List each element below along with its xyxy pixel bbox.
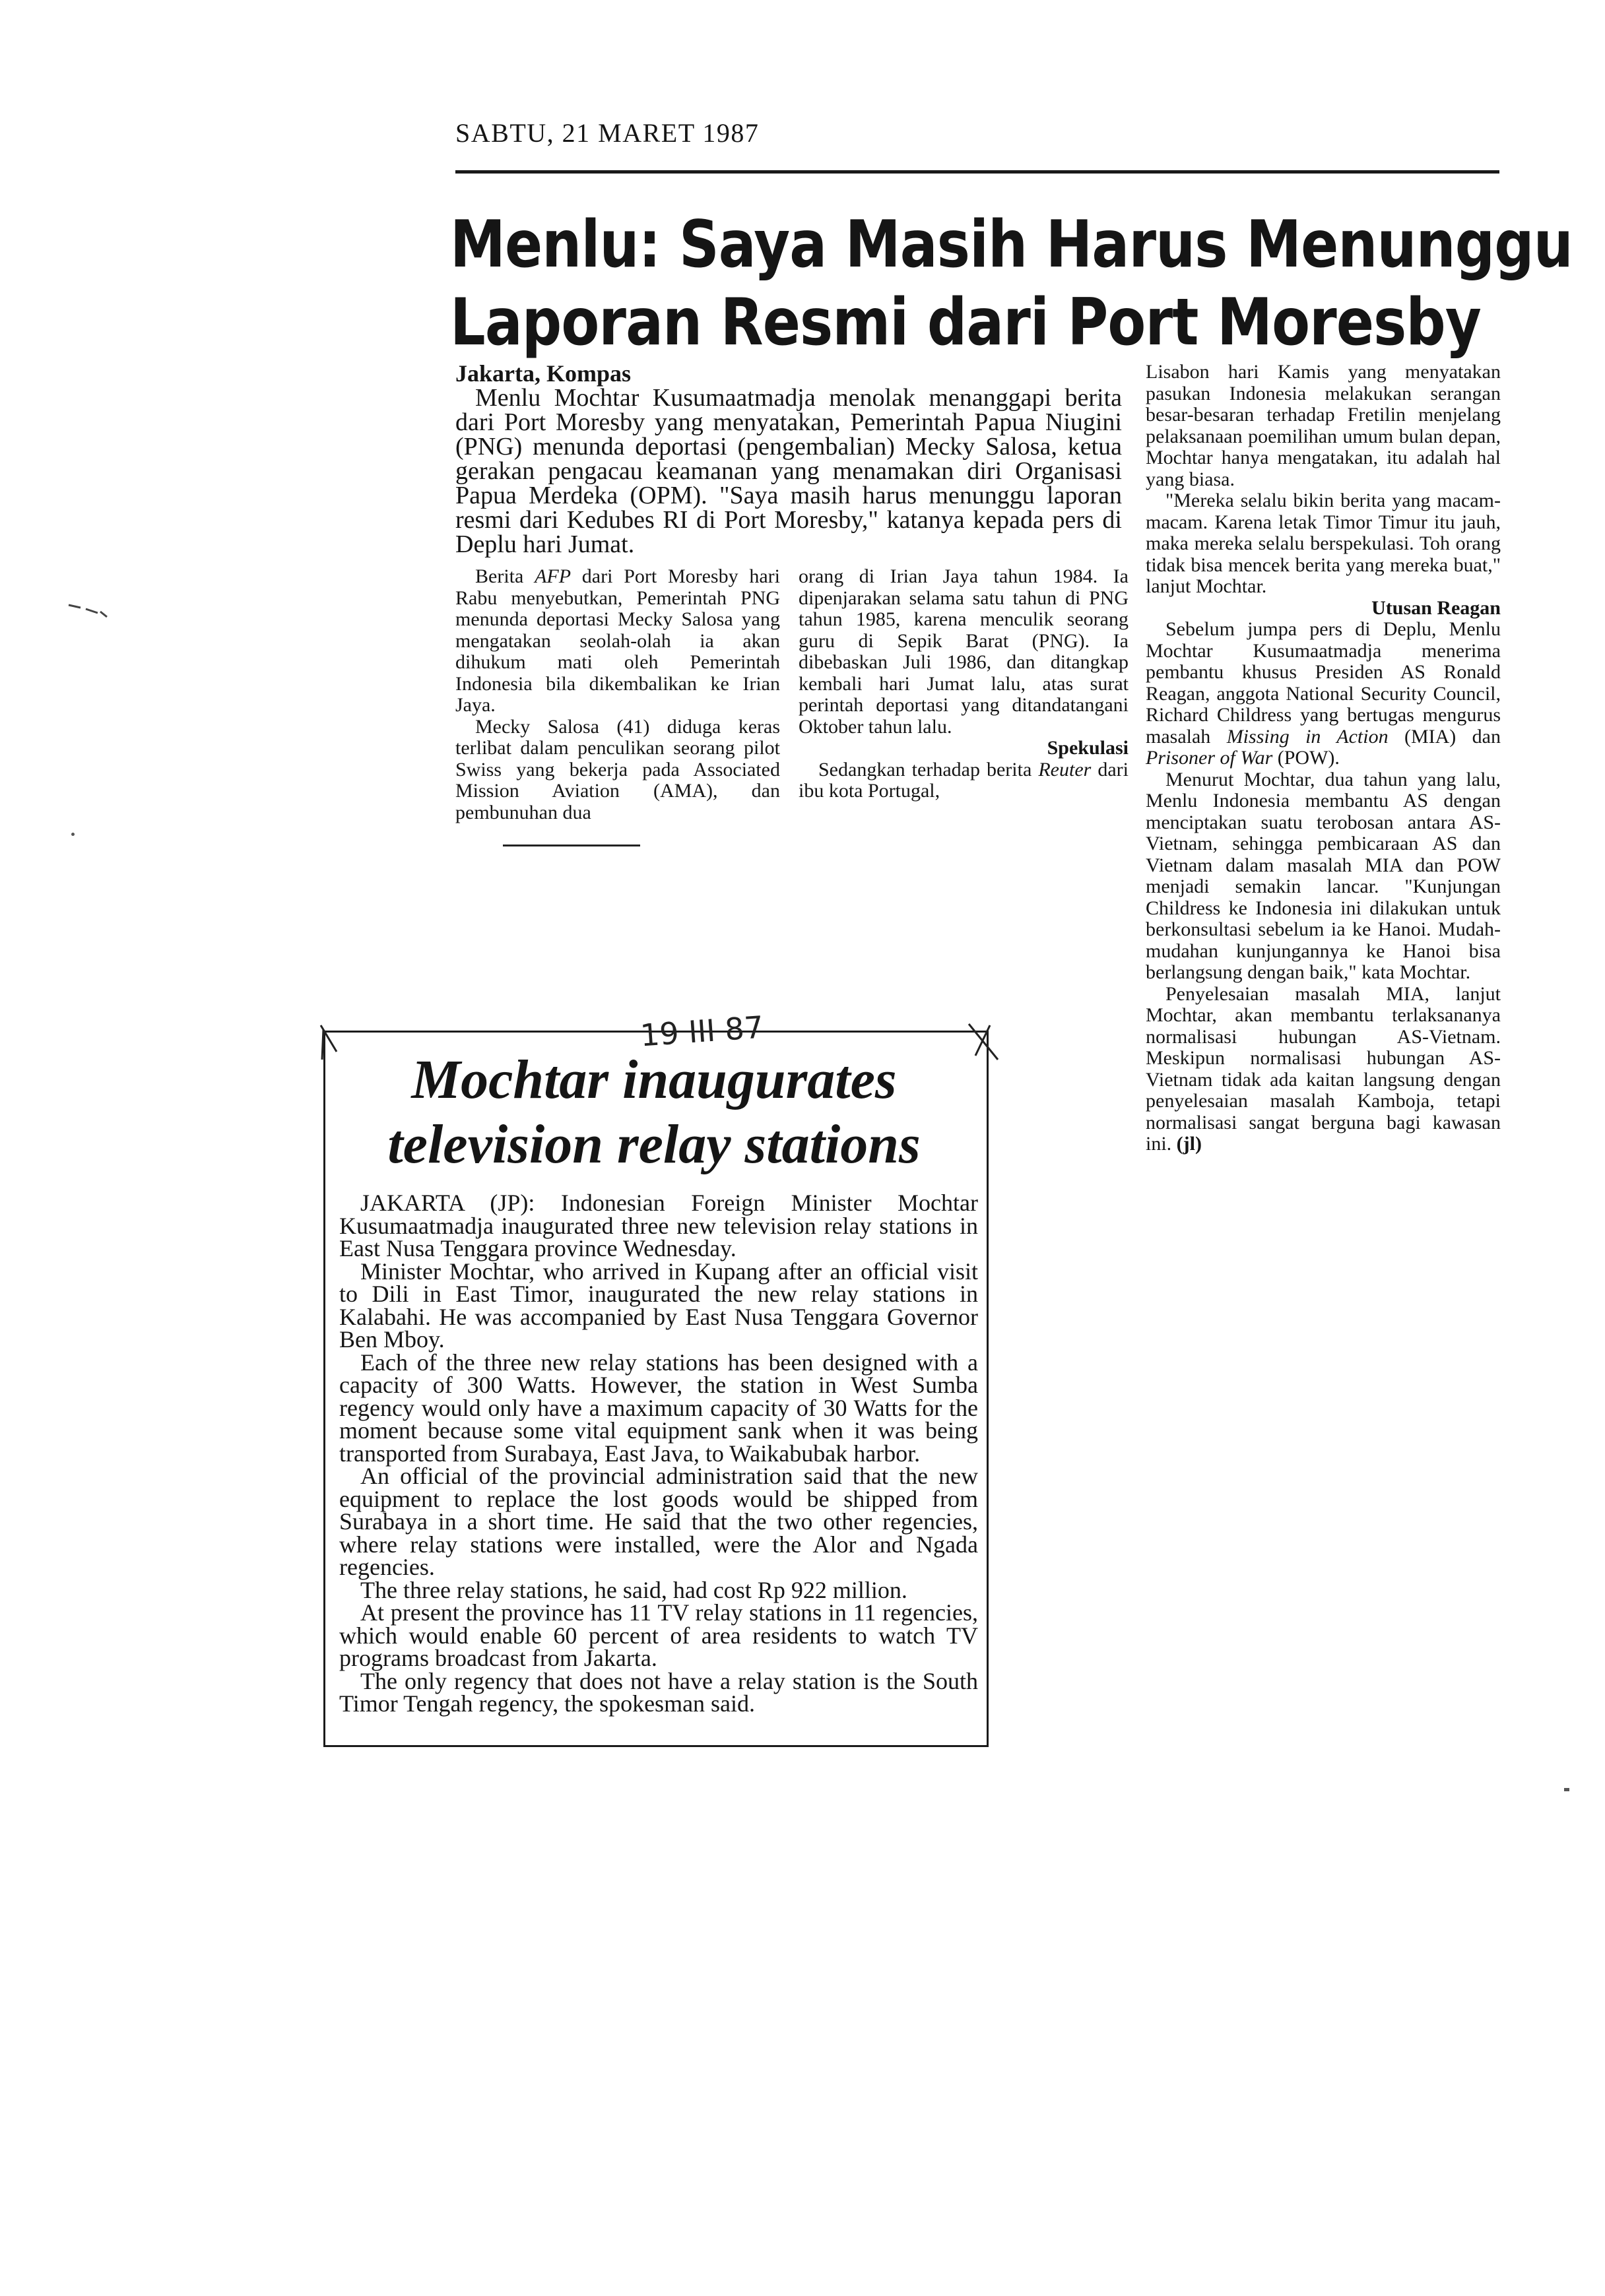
reuter-italic: Reuter	[1038, 758, 1092, 781]
headline	[450, 206, 1573, 362]
text-run: Sedangkan terhadap berita	[818, 758, 1039, 781]
kompas-col3-paragraph-3	[1146, 619, 1501, 769]
subhead-spekulasi: Spekulasi	[1047, 737, 1129, 759]
author-sign: (jl)	[1176, 1133, 1202, 1155]
scan-dot-icon	[71, 833, 75, 836]
text-run: dari ibu kota Portugal,	[799, 758, 1129, 802]
kompas-column-3	[1146, 362, 1501, 1155]
jp-paragraph-5: The three relay stations, he said, had cost Rp 922 million.	[360, 1576, 907, 1603]
kompas-col3-paragraph-1: Lisabon hari Kamis yang menyatakan pasukan Indonesia melakukan serangan besar-besaran terhadap Fretilin menjelang pelaksanaan poemilihan umum bulan depan, Mochtar hanya mengatakan, itu adalah hal yang biasa.	[1146, 361, 1501, 490]
jp-paragraph-6: At present the province has 11 TV relay stations in 11 regencies, which would enable 60 percent of area residents to watch TV programs broadcast from Jakarta.	[339, 1599, 978, 1671]
jp-paragraph-1: JAKARTA (JP): Indonesian Foreign Minister Mochtar Kusumaatmadja inaugurated three new television relay stations in East Nusa Tenggara province Wednesday.	[339, 1190, 978, 1261]
jp-paragraph-2: Minister Mochtar, who arrived in Kupang after an official visit to Dili in East Timor, inaugurated the new relay stations in Kalabahi. He was accompanied by East Nusa Tenggara Governor Ben Mboy.	[339, 1258, 978, 1353]
text-run: dari Port Moresby hari Rabu menyebutkan, Pemerintah PNG menunda deportasi Mecky Salosa yang mengatakan seolah-olah ia akan dihukum mati oleh Pemerintah Indonesia bila dikembalikan ke Irian Jaya.	[455, 565, 780, 716]
jp-paragraph-3: Each of the three new relay stations has been designed with a capacity of 300 Watts. However, the station in West Sumba regency would only have a maximum capacity of 30 Watts for the moment because some vital equipment sank when it was being transported from Surabaya, East Java, to Waikabubak harbor.	[339, 1349, 978, 1467]
kompas-col3-paragraph-5	[1146, 984, 1501, 1155]
headline-line-2: Laporan Resmi dari Port Moresby	[450, 285, 1481, 360]
pow-italic: Prisoner of War	[1146, 747, 1273, 769]
kompas-col3-paragraph-2: "Mereka selalu bikin berita yang macam-macam. Karena letak Timor Timur itu jauh, maka mereka selalu berspekulasi. Toh orang tidak bisa mencek berita yang mereka buat," lanjut Mochtar.	[1146, 490, 1501, 597]
mia-italic: Missing in Action	[1226, 725, 1389, 748]
text-run: Berita	[475, 565, 535, 587]
kompas-column-2	[799, 566, 1129, 802]
jp-article-body	[339, 1192, 978, 1715]
kompas-col1-paragraph-2: Mecky Salosa (41) diduga keras terlibat dalam penculikan seorang pilot Swiss yang bekerja pada Associated Mission Aviation (AMA), dan pembunuhan dua	[455, 715, 780, 823]
text-run: Sebelum jumpa pers di Deplu, Menlu Mochtar Kusumaatmadja menerima pembantu khusus Presiden AS Ronald Reagan, anggota National Security Council, Richard Childress yang bertugas mengurus masalah	[1146, 618, 1501, 748]
byline: Jakarta, Kompas	[455, 360, 632, 387]
kompas-col2-paragraph-1: orang di Irian Jaya tahun 1984. Ia dipenjarakan selama satu tahun di PNG tahun 1985, karena menculik seorang guru di Sepik Barat (PNG). Ia dibebaskan Juli 1986, dan ditangkap kembali hari Jumat lalu, atas surat perintah deportasi yang ditandatangani Oktober tahun lalu.	[799, 565, 1129, 738]
text-run: (MIA) dan	[1388, 725, 1501, 748]
subhead-utusan-reagan: Utusan Reagan	[1371, 596, 1501, 619]
jp-headline-line-2: television relay stations	[387, 1114, 921, 1175]
text-run: (POW).	[1272, 747, 1340, 769]
scan-speck-icon	[66, 597, 119, 623]
lead-paragraph: Menlu Mochtar Kusumaatmadja menolak menanggapi berita dari Port Moresby yang menyatakan, Pemerintah Papua Niugini (PNG) menunda deportasi (pengembalian) Mecky Salosa, ketua gerakan pengacau keamanan yang menamakan diri Organisasi Papua Merdeka (OPM). "Saya masih harus menunggu laporan resmi dari Kedubes RI di Port Moresby," katanya kepada pers di Deplu hari Jumat.	[455, 384, 1122, 558]
text-run: Penyelesaian masalah MIA, lanjut Mochtar, akan membantu terlaksananya normalisasi hubungan AS-Vietnam. Meskipun normalisasi hubungan AS-Vietnam tidak ada kaitan langsung dengan penyelesaian masalah Kamboja, tetapi normalisasi sangat berguna bagi kawasan ini.	[1146, 982, 1501, 1155]
scan-dot-icon	[1564, 1788, 1569, 1791]
lead-paragraph-block	[455, 362, 1122, 557]
page-date: SABTU, 21 MARET 1987	[455, 118, 760, 148]
jp-paragraph-7: The only regency that does not have a relay station is the South Timor Tengah regency, the spokesman said.	[339, 1667, 978, 1717]
kompas-column-1	[455, 566, 780, 823]
kompas-col3-paragraph-4: Menurut Mochtar, dua tahun yang lalu, Menlu Indonesia membantu AS dengan menciptakan suatu terobosan antara AS-Vietnam, sehingga pembicaraan AS dan Vietnam dalam masalah MIA dan POW menjadi semakin lancar. "Kunjungan Childress ke Indonesia ini dilakukan untuk berkonsultasi sebelum ia ke Hanoi. Mudah-mudahan kunjungannya ke Hanoi bisa berlangsung dengan baik," kata Mochtar.	[1146, 768, 1501, 983]
jp-headline	[323, 1048, 985, 1177]
column-end-rule	[503, 845, 640, 846]
header-rule	[455, 170, 1499, 174]
kompas-col1-paragraph-1	[455, 566, 780, 717]
jp-headline-line-1: Mochtar inaugurates	[411, 1049, 897, 1110]
jp-paragraph-4: An official of the provincial administration said that the new equipment to replace the lost goods would be shipped from Surabaya in a short time. He said that the two other regencies, where relay stations were installed, were the Alor and Ngada regencies.	[339, 1463, 978, 1580]
handwritten-date: 19 III 87	[639, 1009, 765, 1054]
kompas-col2-paragraph-2	[799, 759, 1129, 802]
afp-italic: AFP	[535, 565, 572, 587]
headline-line-1: Menlu: Saya Masih Harus Menunggu	[450, 207, 1573, 282]
